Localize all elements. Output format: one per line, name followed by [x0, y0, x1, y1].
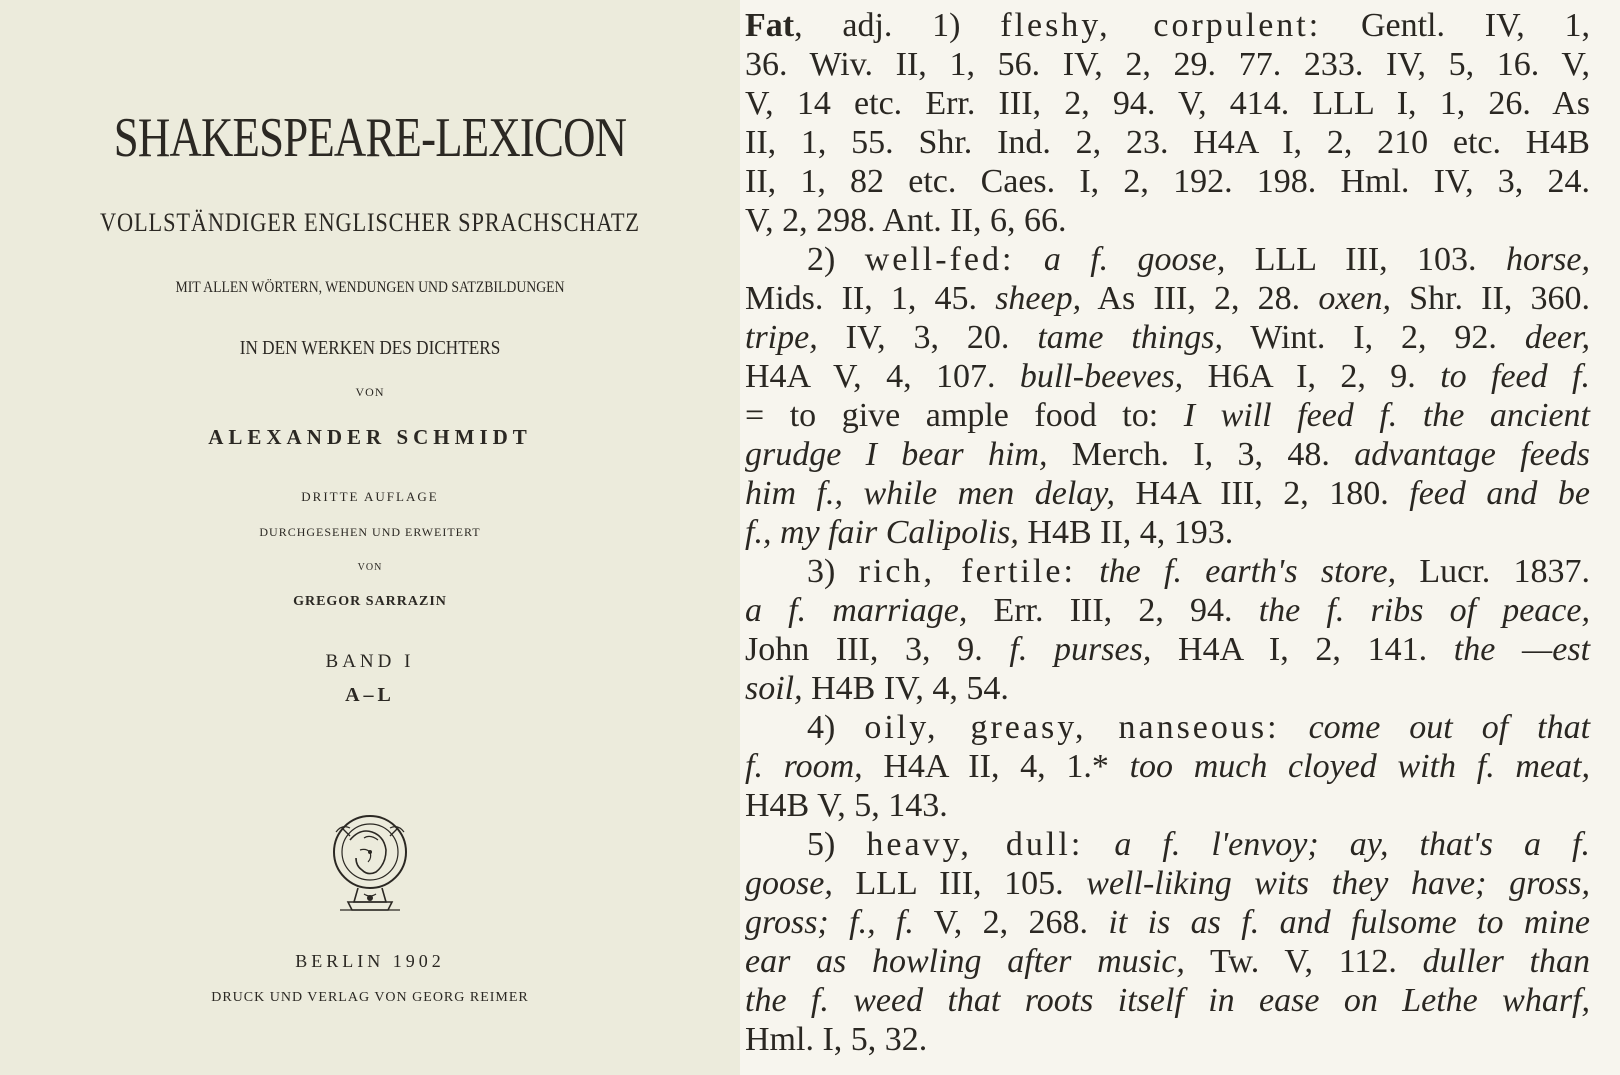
- entry-text: [1083, 826, 1114, 863]
- quotation: well-liking wits they have; gross,: [1086, 865, 1590, 902]
- entry-text: Merch. I, 3, 48.: [1047, 436, 1355, 473]
- quotation: him f., while men delay,: [745, 475, 1116, 512]
- entry-line: [745, 318, 1590, 357]
- author-name: ALEXANDER SCHMIDT: [208, 425, 532, 449]
- entry-text: Wint. I, 2, 92.: [1222, 319, 1525, 356]
- entry-text: Err. III, 2, 94.: [967, 592, 1259, 629]
- entry-text: 3): [807, 553, 859, 590]
- entry-text: [1076, 553, 1099, 590]
- quotation: a f. goose,: [1043, 241, 1226, 278]
- quotation: duller than: [1422, 943, 1590, 980]
- quotation: to feed f.: [1440, 358, 1590, 395]
- sense-definition: oily, greasy, nanseous:: [864, 709, 1280, 746]
- entry-text: LLL III, 103.: [1225, 241, 1506, 278]
- entry-text: V, 14 etc. Err. III, 2, 94. V, 414. LLL I, 1, 26. As: [745, 85, 1590, 122]
- entry-line: [745, 435, 1590, 474]
- imprint-city-year: BERLIN 1902: [295, 951, 445, 971]
- quotation: f., my fair Calipolis,: [745, 514, 1019, 551]
- quotation: f. purses,: [1009, 631, 1152, 668]
- entry-text: John III, 3, 9.: [745, 631, 1010, 668]
- entry-line: [745, 84, 1590, 123]
- quotation: grudge I bear him,: [745, 436, 1048, 473]
- entry-line: [745, 474, 1590, 513]
- entry-text: II, 1, 55. Shr. Ind. 2, 23. H4A I, 2, 210 etc. H4B: [745, 124, 1590, 161]
- entry-text: H4B II, 4, 193.: [1018, 514, 1234, 551]
- quotation: it is as f. and fulsome to mine: [1108, 904, 1590, 941]
- sense-definition: heavy, dull:: [866, 826, 1084, 863]
- entry-text: II, 1, 82 etc. Caes. I, 2, 192. 198. Hml. IV, 3, 24.: [745, 163, 1590, 200]
- entry-text: H6A I, 2, 9.: [1183, 358, 1441, 395]
- quotation: deer,: [1524, 319, 1590, 356]
- entry-line: [745, 981, 1590, 1020]
- dictionary-entry-fat: [745, 6, 1590, 1059]
- entry-text: H4A I, 2, 141.: [1151, 631, 1454, 668]
- book-title: SHAKESPEARE-LEXICON: [113, 107, 627, 169]
- entry-line: [745, 279, 1590, 318]
- entry-line: [745, 669, 1590, 708]
- entry-text: 36. Wiv. II, 1, 56. IV, 2, 29. 77. 233. IV, 5, 16. V,: [745, 46, 1590, 83]
- entry-line: [745, 396, 1590, 435]
- quotation: the f. earth's store,: [1099, 553, 1397, 590]
- entry-text: , adj. 1): [794, 7, 1001, 44]
- entry-line: [745, 903, 1590, 942]
- entry-text: Shr. II, 360.: [1391, 280, 1590, 317]
- sense-definition: well-fed:: [864, 241, 1015, 278]
- entry-line: [745, 201, 1590, 240]
- entry-text: H4B V, 5, 143.: [745, 787, 948, 824]
- entry-text: Mids. II, 1, 45.: [745, 280, 996, 317]
- editor-name: GREGOR SARRAZIN: [293, 594, 447, 609]
- entry-text: H4A III, 2, 180.: [1115, 475, 1410, 512]
- volume-label: BAND I: [325, 651, 415, 672]
- title-page: [0, 0, 740, 1075]
- quotation: tame things,: [1037, 319, 1223, 356]
- entry-line: [745, 747, 1590, 786]
- book-subtitle-3: IN DEN WERKEN DES DICHTERS: [239, 337, 501, 359]
- quotation: f. room,: [745, 748, 863, 785]
- entry-text: Gentl. IV, 1,: [1321, 7, 1590, 44]
- entry-text: [1014, 241, 1043, 278]
- entry-line: [745, 825, 1590, 864]
- quotation: too much cloyed with f. meat,: [1129, 748, 1590, 785]
- entry-text: As III, 2, 28.: [1081, 280, 1319, 317]
- entry-line: [745, 240, 1590, 279]
- entry-text: [1280, 709, 1309, 746]
- quotation: a f. marriage,: [745, 592, 968, 629]
- headword: Fat: [745, 7, 795, 44]
- quotation: bull-beeves,: [1019, 358, 1184, 395]
- quotation: the f. ribs of peace,: [1258, 592, 1590, 629]
- entry-line: [745, 357, 1590, 396]
- entry-text: LLL III, 105.: [832, 865, 1087, 902]
- quotation: horse,: [1505, 241, 1590, 278]
- quotation: sheep,: [995, 280, 1082, 317]
- entry-line: [745, 6, 1590, 45]
- revision-note: DURCHGESEHEN UND ERWEITERT: [259, 525, 481, 539]
- entry-text: Tw. V, 112.: [1184, 943, 1423, 980]
- entry-text: V, 2, 268.: [913, 904, 1109, 941]
- entry-line: [745, 162, 1590, 201]
- entry-text: H4A II, 4, 1.*: [862, 748, 1130, 785]
- quotation: come out of that: [1308, 709, 1591, 746]
- entry-line: [745, 786, 1590, 825]
- entry-text: H4B IV, 4, 54.: [802, 670, 1009, 707]
- quotation: gross; f., f.: [745, 904, 914, 941]
- quotation: ear as howling after music,: [745, 943, 1185, 980]
- entry-line: [745, 942, 1590, 981]
- volume-range: A–L: [345, 684, 395, 706]
- book-subtitle-2: MIT ALLEN WÖRTERN, WENDUNGEN UND SATZBILDUNGEN: [175, 279, 565, 296]
- entry-line: [745, 864, 1590, 903]
- entry-line: [745, 630, 1590, 669]
- quotation: feed and be: [1409, 475, 1590, 512]
- entry-line: [745, 123, 1590, 162]
- entry-text: = to give ample food to:: [745, 397, 1184, 434]
- publisher-line: DRUCK UND VERLAG VON GEORG REIMER: [211, 990, 529, 1005]
- quotation: advantage feeds: [1354, 436, 1591, 473]
- quotation: tripe,: [745, 319, 818, 356]
- entry-text: Hml. I, 5, 32.: [745, 1021, 928, 1058]
- quotation: soil,: [745, 670, 803, 707]
- entry-line: [745, 552, 1590, 591]
- entry-text: 2): [807, 241, 865, 278]
- sense-definition: fleshy, corpulent:: [1000, 7, 1322, 44]
- entry-text: Lucr. 1837.: [1396, 553, 1590, 590]
- entry-text: V, 2, 298. Ant. II, 6, 66.: [745, 202, 1067, 239]
- entry-text: 5): [807, 826, 867, 863]
- by-line-2: VON: [357, 562, 383, 573]
- entry-text: H4A V, 4, 107.: [745, 358, 1020, 395]
- entry-line: [745, 513, 1590, 552]
- entry-text: IV, 3, 20.: [817, 319, 1038, 356]
- quotation: I will feed f. the ancient: [1183, 397, 1590, 434]
- quotation: oxen,: [1318, 280, 1391, 317]
- book-subtitle: VOLLSTÄNDIGER ENGLISCHER SPRACHSCHATZ: [100, 208, 640, 237]
- sense-definition: rich, fertile:: [858, 553, 1076, 590]
- quotation: the —est: [1453, 631, 1591, 668]
- hermes-head-emblem-icon: [320, 810, 420, 920]
- edition-label: DRITTE AUFLAGE: [301, 489, 439, 504]
- quotation: goose,: [745, 865, 833, 902]
- entry-line: [745, 708, 1590, 747]
- entry-line: [745, 1020, 1590, 1059]
- quotation: the f. weed that roots itself in ease on Lethe wharf,: [745, 982, 1590, 1019]
- quotation: a f. l'envoy; ay, that's a f.: [1114, 826, 1590, 863]
- by-line-1: VON: [355, 385, 385, 399]
- entry-line: [745, 45, 1590, 84]
- entry-line: [745, 591, 1590, 630]
- entry-text: 4): [807, 709, 865, 746]
